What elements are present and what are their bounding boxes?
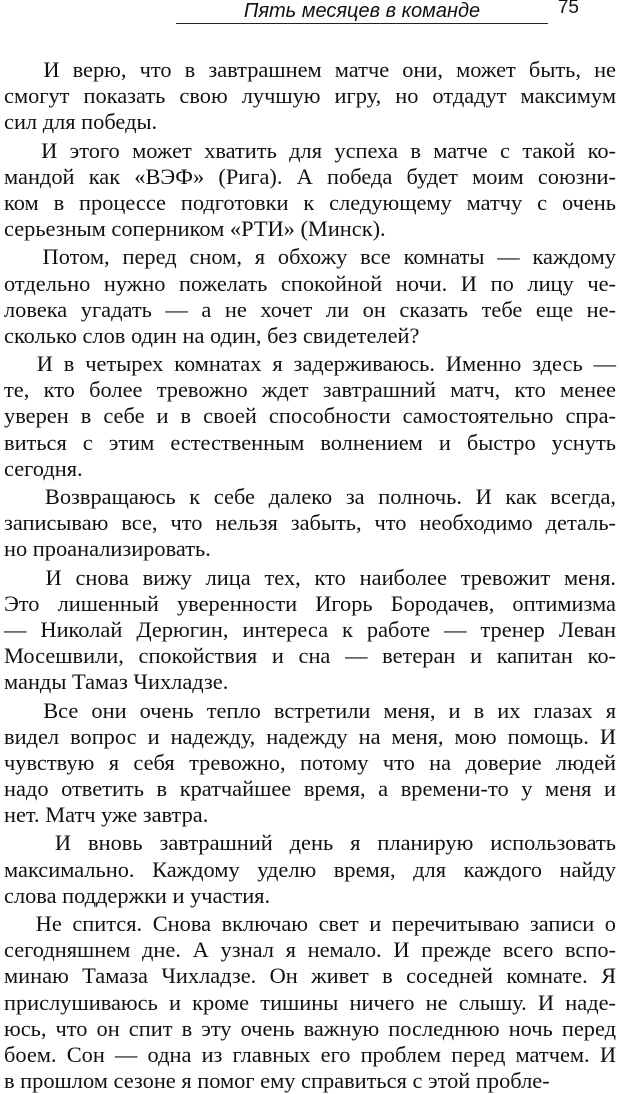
text-line: И в четырех комнатах я задерживаюсь. Именно здесь — xyxy=(4,351,616,377)
text-line: чувствую я себя тревожно, потому что на доверие людей xyxy=(4,749,616,775)
paragraph xyxy=(4,698,616,829)
text-line: нет. Матч уже завтра. xyxy=(4,802,209,828)
text-line: серьезным соперником «РТИ» (Минск). xyxy=(4,216,386,242)
paragraph xyxy=(4,244,616,349)
text-line: видел вопрос и надежду, надежду на меня, мою помощь. И xyxy=(4,723,616,749)
text-line: И снова вижу лица тех, кто наиболее тревожит меня. xyxy=(4,564,616,590)
text-line: слова поддержки и участия. xyxy=(4,882,271,908)
paragraph xyxy=(4,484,616,563)
text-line: в прошлом сезоне я помог ему справиться с этой пробле- xyxy=(4,1068,550,1094)
text-line: мандой как «ВЭФ» (Рига). А победа будет моим союзни- xyxy=(4,163,616,189)
text-line: манды Тамаз Чихладзе. xyxy=(4,669,229,695)
text-line: сил для победы. xyxy=(4,109,158,135)
text-line: ком в процессе подготовки к следующему матчу с очень xyxy=(4,189,616,215)
text-line: максимально. Каждому уделю время, для каждого найду xyxy=(4,856,616,882)
paragraph xyxy=(4,351,616,482)
header-rule xyxy=(176,23,548,24)
text-line: И верю, что в завтрашнем матче они, может быть, не xyxy=(4,57,616,82)
text-line: И вновь завтрашний день я планирую использовать xyxy=(4,830,616,856)
text-line: Потом, перед сном, я обхожу все комнаты — каждому xyxy=(4,244,616,270)
running-title: Пять месяцев в команде xyxy=(243,0,481,22)
text-line: надо ответить в кратчайшее время, а времени-то у меня и xyxy=(4,776,616,802)
text-line: Не спится. Снова включаю свет и перечитываю записи о xyxy=(4,911,616,936)
paragraph xyxy=(4,830,616,909)
text-line: минаю Тамаза Чихладзе. Он живет в соседней комнате. Я xyxy=(4,963,616,989)
text-line: прислушиваюсь и кроме тишины ничего не слышу. И наде- xyxy=(4,989,616,1015)
text-line: сегодняшнем дне. А узнал я немало. И прежде всего вспо- xyxy=(4,937,616,963)
page-number: 75 xyxy=(557,0,579,18)
text-line: — Николай Дерюгин, интереса к работе — тренер Леван xyxy=(4,616,616,642)
text-line: те, кто более тревожно ждет завтрашний матч, кто менее xyxy=(4,377,616,403)
text-line: отдельно нужно пожелать спокойной ночи. И по лицу че- xyxy=(4,270,616,296)
text-line: Это лишенный уверенности Игорь Бородачев, оптимизма xyxy=(4,590,616,616)
text-line: смогут показать свою лучшую игру, но отдадут максимум xyxy=(4,83,616,109)
text-line: юсь, что он спит в эту очень важную последнюю ночь перед xyxy=(4,1015,616,1041)
paragraph xyxy=(4,138,616,243)
text-line: Возвращаюсь к себе далеко за полночь. И как всегда, xyxy=(4,484,616,509)
paragraph xyxy=(4,565,616,696)
text-line: Все они очень тепло встретили меня, и в их глазах я xyxy=(4,697,616,723)
text-line: записываю все, что нельзя забыть, что необходимо деталь- xyxy=(4,510,616,536)
paragraph xyxy=(4,911,616,1094)
text-line: И этого может хватить для успеха в матче с такой ко- xyxy=(4,137,616,163)
text-line: Мосешвили, спокойствия и сна — ветеран и капитан ко- xyxy=(4,643,616,669)
text-line: ловека угадать — а не хочет ли он сказать тебе еще не- xyxy=(4,296,616,322)
text-line: но проанализировать. xyxy=(4,536,211,562)
text-line: сегодня. xyxy=(4,455,83,481)
text-line: уверен в себе и в своей способности самостоятельно спра- xyxy=(4,403,616,429)
page-header xyxy=(0,0,620,30)
text-line: сколько слов один на один, без свидетелей? xyxy=(4,322,420,348)
text-line: боем. Сон — одна из главных его проблем перед матчем. И xyxy=(4,1041,616,1067)
paragraph xyxy=(4,57,616,136)
page-body-text xyxy=(4,57,616,1094)
text-line: виться с этим естественным волнением и быстро уснуть xyxy=(4,429,616,455)
